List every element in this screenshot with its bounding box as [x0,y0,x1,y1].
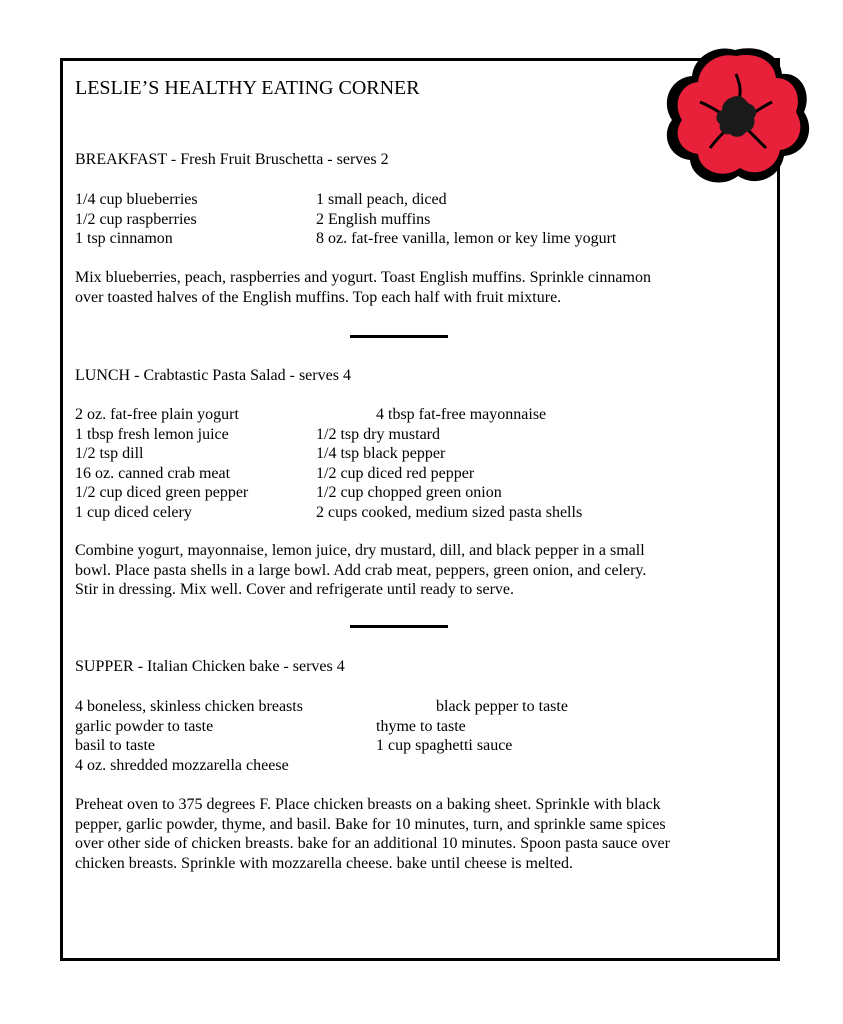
section-divider [350,625,448,628]
ingredient: 1/4 tsp black pepper [316,445,446,462]
ingredient: thyme to taste [376,717,466,735]
lunch-directions [75,541,775,600]
ingredient: 1/2 cup diced red pepper [316,464,475,482]
breakfast-directions [75,268,775,307]
ingredient: 16 oz. canned crab meat [75,464,231,482]
ingredient: 1 cup spaghetti sauce [376,737,513,754]
direction-line: Combine yogurt, mayonnaise, lemon juice, dry mustard, dill, and black pepper in a small [75,542,645,559]
supper-heading: SUPPER - Italian Chicken bake - serves 4 [75,658,345,675]
ingredient: 1/2 cup chopped green onion [316,484,502,501]
direction-line: pepper, garlic powder, thyme, and basil. Bake for 10 minutes, turn, and sprinkle same spices [75,815,666,833]
ingredient: 1/4 cup blueberries [75,191,198,208]
ingredient: 1 small peach, diced [316,191,447,208]
direction-line: bowl. Place pasta shells in a large bowl. Add crab meat, peppers, green onion, and celery. [75,561,647,579]
ingredient: garlic powder to taste [75,717,214,735]
page-title: LESLIE’S HEALTHY EATING CORNER [75,77,420,99]
direction-line: Stir in dressing. Mix well. Cover and refrigerate until ready to serve. [75,581,514,598]
direction-line: chicken breasts. Sprinkle with mozzarella cheese. bake until cheese is melted. [75,854,574,872]
poppy-flower-icon [660,44,810,186]
ingredient: 1/2 cup raspberries [75,210,197,228]
supper-directions [75,795,775,873]
direction-line: Preheat oven to 375 degrees F. Place chicken breasts on a baking sheet. Sprinkle with black [75,796,661,813]
lunch-heading: LUNCH - Crabtastic Pasta Salad - serves 4 [75,367,351,384]
ingredient: 2 oz. fat-free plain yogurt [75,406,239,423]
ingredient: 2 English muffins [316,210,431,228]
direction-line: over toasted halves of the English muffins. Top each half with fruit mixture. [75,288,562,306]
ingredient: 4 oz. shredded mozzarella cheese [75,756,289,774]
ingredient: 1 tsp cinnamon [75,230,173,247]
ingredient: 2 cups cooked, medium sized pasta shells [316,503,583,521]
ingredient: 8 oz. fat-free vanilla, lemon or key lime yogurt [316,230,617,247]
ingredient: 4 tbsp fat-free mayonnaise [376,406,547,423]
ingredient: black pepper to taste [436,698,568,715]
ingredient: 1/2 tsp dry mustard [316,425,440,443]
section-divider [350,335,448,338]
direction-line: Mix blueberries, peach, raspberries and yogurt. Toast English muffins. Sprinkle cinnamon [75,269,651,286]
ingredient: 1/2 tsp dill [75,445,144,462]
breakfast-heading: BREAKFAST - Fresh Fruit Bruschetta - serves 2 [75,151,389,168]
ingredient: 1/2 cup diced green pepper [75,484,249,501]
direction-line: over other side of chicken breasts. bake for an additional 10 minutes. Spoon pasta sauce over [75,835,670,852]
ingredient: 4 boneless, skinless chicken breasts [75,698,303,715]
ingredient: 1 tbsp fresh lemon juice [75,425,229,443]
ingredient: basil to taste [75,737,155,754]
ingredient: 1 cup diced celery [75,503,192,521]
